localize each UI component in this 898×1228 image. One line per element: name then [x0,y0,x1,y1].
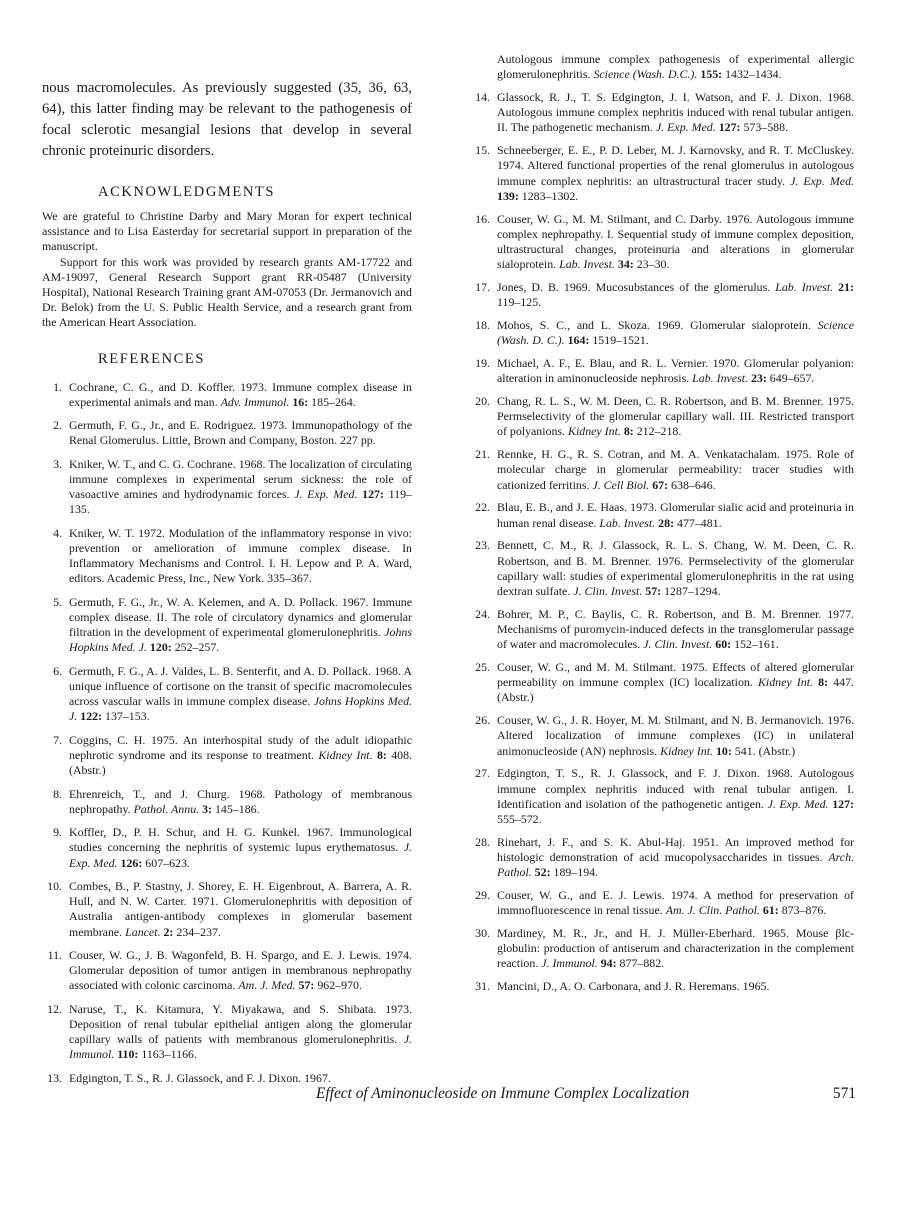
reference-journal: Arch. Pathol. [497,850,854,880]
reference-text: Naruse, T., K. Kitamura, Y. Miyakawa, and S. Shibata. 1973. Deposition of renal tubular epithelial antigen along the glomerular capillary walls of patients with membranous glomerulonephritis. [69,1001,412,1047]
reference-pages: 1519–1521. [589,333,649,348]
reference-number: 10. [47,879,62,893]
reference-number: 17. [475,280,490,295]
reference-journal: J. Exp. Med. [655,120,716,135]
reference-volume: 127: [832,796,854,811]
reference-text: Mohos, S. C., and L. Skoza. 1969. Glomerular sialoprotein. [497,318,818,333]
reference-volume: 23: [750,371,767,386]
reference-volume: 8: [623,424,634,439]
reference-pages: 408. (Abstr.) [69,748,412,778]
reference-pages: 252–257. [171,640,220,655]
reference-text: Jones, D. B. 1969. Mucosubstances of the glomerulus. [497,280,776,295]
reference-number: 11. [47,948,62,962]
reference-item [470,143,854,204]
reference-text: Couser, W. G., M. M. Stilmant, and C. Darby. 1976. Autologous immune complex nephropathy. I. Sequential study of immune complex deposition, ultrastructural changes, proteinuria and alterations in glomerular sialoprotein. [497,211,854,272]
reference-item [42,879,412,940]
reference-journal: Am. J. Clin. Pathol. [665,903,760,918]
reference-text: Cochrane, C. G., and D. Koffler. 1973. Immune complex disease in experimental animals and man. [69,379,412,409]
reference-item [42,418,412,448]
reference-volume: 28: [658,515,675,530]
reference-text: Bennett, C. M., R. J. Glassock, R. L. S. Chang, W. M. Deen, C. R. Robertson, and B. M. Brenner. 1976. Permselectivity of the glomerular capillary wall: studies of experimental glomerulonephritis in the rat using dextran sulfate. [497,538,854,599]
reference-text: Germuth, F. G., A. J. Valdes, L. B. Senterfit, and A. D. Pollack. 1968. A unique influence of cortisone on the transit of specific macromolecules across vascular walls in immune complex disease. [69,663,412,709]
reference-text: Edgington, T. S., R. J. Glassock, and F. J. Dixon. 1967. [69,1070,331,1085]
reference-journal: Kidney Int. [757,675,813,690]
reference-number: 20. [475,394,490,409]
reference-number: 29. [475,888,490,903]
reference-number: 26. [475,713,490,728]
reference-pages: 152–161. [731,637,779,652]
reference-number: 8. [53,786,62,801]
reference-number: 21. [475,447,490,462]
reference-text: Ehrenreich, T., and J. Churg. 1968. Pathology of membranous nephropathy. [69,786,412,816]
reference-text: Chang, R. L. S., W. M. Deen, C. R. Robertson, and B. M. Brenner. 1975. Permselectivity of the glomerular capillary wall. III. Restricted transport of polyanions. [497,394,854,439]
reference-volume: 127: [362,487,384,502]
reference-pages: 573–588. [740,120,789,135]
reference-pages: 119–125. [497,295,542,310]
reference-item [470,888,854,918]
reference-pages: 1283–1302. [518,188,579,203]
reference-number: 24. [475,606,490,621]
reference-volume: 120: [149,640,172,655]
reference-journal: Lab. Invest. [559,257,615,272]
reference-volume: 61: [762,903,779,918]
reference-text: Coggins, C. H. 1975. An interhospital study of the adult idiopathic nephrotic syndrome and its response to treatment. [69,732,412,763]
reference-journal: Johns Hopkins Med. J. [69,694,412,724]
reference-number: 14. [475,90,490,104]
reference-pages: 638–646. [668,477,716,492]
reference-item [470,607,854,653]
reference-number: 23. [475,538,490,553]
continued-reference-text: Autologous immune complex pathogenesis of experimental allergic glomerulonephritis. [497,52,854,82]
reference-journal: J. Exp. Med. [790,173,854,188]
reference-pages: 873–876. [778,903,827,918]
reference-number: 5. [53,594,62,609]
reference-item [470,318,854,348]
reference-item [470,90,854,136]
reference-volume: 2: [163,924,174,939]
reference-pages: 447. (Abstr.) [497,675,854,705]
reference-item [470,394,854,440]
reference-number: 18. [475,318,490,333]
right-column [470,52,854,1002]
reference-journal: Adv. Immunol. [220,394,290,409]
reference-volume: 10: [715,743,732,758]
reference-item [470,979,854,994]
reference-journal: J. Clin. Invest. [573,584,643,599]
running-title: Effect of Aminonucleoside on Immune Complex Localization [316,1085,690,1102]
reference-text: Kniker, W. T. 1972. Modulation of the inflammatory response in vivo: prevention or amelioration of immune complex disease. In Inflammatory Mechanisms and Control. I. H. Lepow and P. A. Ward, editors. Academic Press, Inc., New York. 335–367. [69,525,412,586]
reference-number: 3. [53,456,62,471]
reference-item [470,447,854,493]
reference-volume: 34: [617,257,634,272]
reference-pages: 1163–1166. [138,1047,197,1062]
reference-pages: 477–481. [674,515,722,530]
reference-pages: 649–657. [766,371,815,386]
reference-number: 2. [53,418,62,433]
reference-text: Germuth, F. G., Jr., and E. Rodriguez. 1973. Immunopathology of the Renal Glomerulus. Little, Brown and Company, Boston. 227 pp. [69,418,412,448]
page-number: 571 [832,1085,856,1102]
reference-number: 28. [475,834,490,849]
reference-number: 16. [475,211,490,226]
reference-journal: J. Exp. Med. [69,840,412,870]
reference-pages: 541. (Abstr.) [731,743,796,758]
reference-pages: 23–30. [633,257,670,272]
reference-item [470,356,854,386]
reference-text: Mancini, D., A. O. Carbonara, and J. R. Heremans. 1965. [497,979,770,994]
reference-text: Michael, A. F., E. Blau, and R. L. Vernier. 1970. Glomerular polyanion: alteration in aminonucleoside nephrosis. [497,356,854,386]
continued-reference-journal: Science (Wash. D.C.). [593,67,698,82]
reference-number: 13. [47,1070,62,1085]
acknowledgments-heading: ACKNOWLEDGMENTS [98,184,276,200]
reference-journal: Lancet. [125,924,161,939]
reference-text: Couser, W. G., J. R. Hoyer, M. M. Stilmant, and N. B. Jermanovich. 1976. Altered localization of immune complexes (IC) in unilateral animonucleoside (AN) nephrosis. [497,713,854,758]
reference-pages: 555–572. [497,812,542,827]
reference-journal: Kidney Int. [660,743,713,758]
reference-number: 30. [475,926,490,941]
reference-text: Rinehart, J. F., and S. K. Abul-Haj. 1951. An improved method for histologic demonstration of acid mucopolysaccharides in tissues. [497,834,854,865]
reference-text: Couser, W. G., J. B. Wagonfeld, B. H. Spargo, and E. J. Lewis. 1974. Glomerular deposition of tumor antigen in membranous nephropathy associated with colonic carcinoma. [69,948,412,993]
reference-item [42,457,412,518]
reference-item [470,538,854,599]
reference-pages: 137–153. [102,709,150,724]
reference-text: Bohrer, M. P., C. Baylis, C. R. Robertson, and B. M. Brenner. 1977. Mechanisms of puromycin-induced defects in the transglomerular passage of water and macromolecules. [497,606,854,652]
continued-reference [470,52,854,82]
reference-item [42,526,412,587]
reference-text: Glassock, R. J., T. S. Edgington, J. I. Watson, and F. J. Dixon. 1968. Autologous immune complex nephritis induced with renal tubular antigen. II. The pathogenetic mechanism. [497,90,854,135]
reference-volume: 122: [80,709,103,724]
reference-pages: 145–186. [212,801,260,816]
reference-item [42,825,412,871]
reference-volume: 126: [120,855,143,870]
reference-number: 7. [53,732,62,747]
reference-list-left [42,380,412,1086]
reference-item [42,595,412,656]
reference-journal: J. Clin. Invest. [643,637,713,652]
reference-journal: Pathol. Annu. [133,801,200,816]
reference-volume: 94: [600,956,617,971]
reference-pages: 962–970. [314,978,362,993]
reference-volume: 3: [202,801,213,816]
reference-journal: Kidney Int. [318,748,373,763]
reference-number: 12. [47,1001,62,1016]
reference-journal: Science (Wash. D. C.). [497,318,854,348]
reference-text: Couser, W. G., and E. J. Lewis. 1974. A method for preservation of immnofluorescence in renal tissue. [497,888,854,918]
reference-pages: 1287–1294. [661,584,721,599]
reference-volume: 57: [298,978,315,993]
reference-journal: Johns Hopkins Med. J. [69,625,412,655]
reference-item [42,380,412,410]
reference-number: 19. [475,356,490,371]
reference-item [42,948,412,994]
reference-journal: J. Exp. Med. [767,796,829,811]
reference-text: Koffler, D., P. H. Schur, and H. G. Kunkel. 1967. Immunological studies concerning the nephritis of systemic lupus erythematosus. [69,825,412,855]
reference-volume: 52: [534,865,551,880]
reference-text: Germuth, F. G., Jr., W. A. Kelemen, and A. D. Pollack. 1967. Immune complex disease. II. The role of circulatory dynamics and glomerular filtration in the development of experimental glomerulonephritis. [69,594,412,640]
reference-volume: 8: [376,748,387,763]
reference-text: Combes, B., P. Stastny, J. Shorey, E. H. Eigenbrout, A. Barrera, A. R. Hull, and N. W. Carter. 1971. Glomerulonephritis with deposition of Australia antigen-antibody complexes in glomerular basement membrane. [69,879,412,939]
reference-journal: J. Immunol. [541,956,598,971]
reference-item [470,280,854,310]
reference-journal: J. Cell Biol. [592,477,650,492]
reference-volume: 127: [718,120,741,135]
reference-text: Kniker, W. T., and C. G. Cochrane. 1968. The localization of circulating immune complexes in experimental serum sickness: the role of vasoactive amines and hydrodynamic forces. [69,456,412,502]
reference-volume: 67: [652,477,669,492]
reference-journal: Am. J. Med. [238,978,296,993]
reference-volume: 16: [292,394,309,409]
reference-journal: J. Exp. Med. [294,487,358,502]
reference-text: Mardiney, M. R., Jr., and H. J. Müller-Eberhard. 1965. Mouse βlc-globulin: production of antiserum and characterization in the complement reaction. [497,926,854,971]
reference-volume: 110: [117,1047,139,1062]
intro-paragraph: nous macromolecules. As previously suggested (35, 36, 63, 64), this latter finding may be relevant to the pathogenesis of focal sclerotic mesangial lesions that develop in several chronic proteinuric disorders. [42,80,412,159]
reference-item [470,713,854,759]
reference-number: 1. [53,379,62,394]
reference-journal: J. Immunol. [69,1032,412,1062]
reference-item [42,1002,412,1063]
reference-number: 4. [53,525,62,540]
left-column [42,78,412,1094]
reference-number: 31. [475,979,490,994]
reference-pages: 212–218. [633,424,682,439]
reference-journal: Lab. Invest. [775,280,834,295]
references-heading: REFERENCES [98,350,206,367]
reference-item [470,766,854,827]
reference-pages: 185–264. [308,394,356,409]
reference-item [42,664,412,725]
reference-text: Blau, E. B., and J. E. Haas. 1973. Glomerular sialic acid and proteinuria in human renal disease. [497,500,854,530]
reference-volume: 139: [497,188,519,203]
reference-text: Rennke, H. G., R. S. Cotran, and M. A. Venkatachalam. 1975. Role of molecular charge in glomerular permeability: tracer studies with cationized ferritins. [497,447,854,492]
acknowledgments-paragraph: We are grateful to Christine Darby and Mary Moran for expert technical assistance and to Lisa Easterday for secretarial support in preparation of the manuscript. [42,209,412,254]
reference-volume: 57: [645,584,662,599]
reference-item [470,660,854,706]
reference-item [470,212,854,273]
reference-volume: 60: [715,637,732,652]
reference-pages: 119–135. [69,487,412,517]
reference-journal: Lab. Invest. [692,371,748,386]
reference-pages: 877–882. [616,956,665,971]
reference-number: 22. [475,500,490,515]
funding-paragraph: Support for this work was provided by research grants AM-17722 and AM-19097, General Research Support grant RR-05487 (University Hospital), National Research Training grant AM-07053 (Dr. Jermanovich and Dr. Belok) from the U. S. Public Health Service, and a research grant from the American Heart Association. [42,254,412,330]
reference-volume: 164: [567,333,590,348]
reference-item [42,733,412,779]
reference-number: 15. [475,143,490,158]
reference-item [470,500,854,530]
reference-pages: 607–623. [142,855,190,870]
reference-pages: 234–237. [173,924,221,939]
continued-reference-pages: 1432–1434. [722,67,782,82]
reference-number: 6. [53,663,62,678]
reference-item [470,926,854,972]
reference-volume: 8: [818,675,829,690]
reference-item [42,787,412,817]
reference-number: 25. [475,660,490,675]
page-footer [316,1085,856,1103]
reference-list-right [470,90,854,994]
reference-journal: Lab. Invest. [599,515,656,530]
reference-number: 27. [475,766,490,781]
reference-item [42,1071,412,1086]
reference-number: 9. [53,825,62,840]
reference-pages: 189–194. [550,865,599,880]
reference-volume: 21: [838,280,854,295]
reference-text: Couser, W. G., and M. M. Stilmant. 1975. Effects of altered glomerular permeability on immune complex (IC) localization. [497,660,854,690]
continued-reference-volume: 155: [700,67,723,82]
reference-text: Edgington, T. S., R. J. Glassock, and F. J. Dixon. 1968. Autologous immune complex nephritis induced with renal tubular antigen. I. Identification and isolation of the pathogenetic antigen. [497,766,854,811]
reference-item [470,835,854,881]
reference-journal: Kidney Int. [568,424,621,439]
reference-text: Schneeberger, E. E., P. D. Leber, M. J. Karnovsky, and R. T. McCluskey. 1974. Altered functional properties of the renal glomerulus in autologous immune complex nephritis: an ultrastructural tracer study. [497,143,854,188]
